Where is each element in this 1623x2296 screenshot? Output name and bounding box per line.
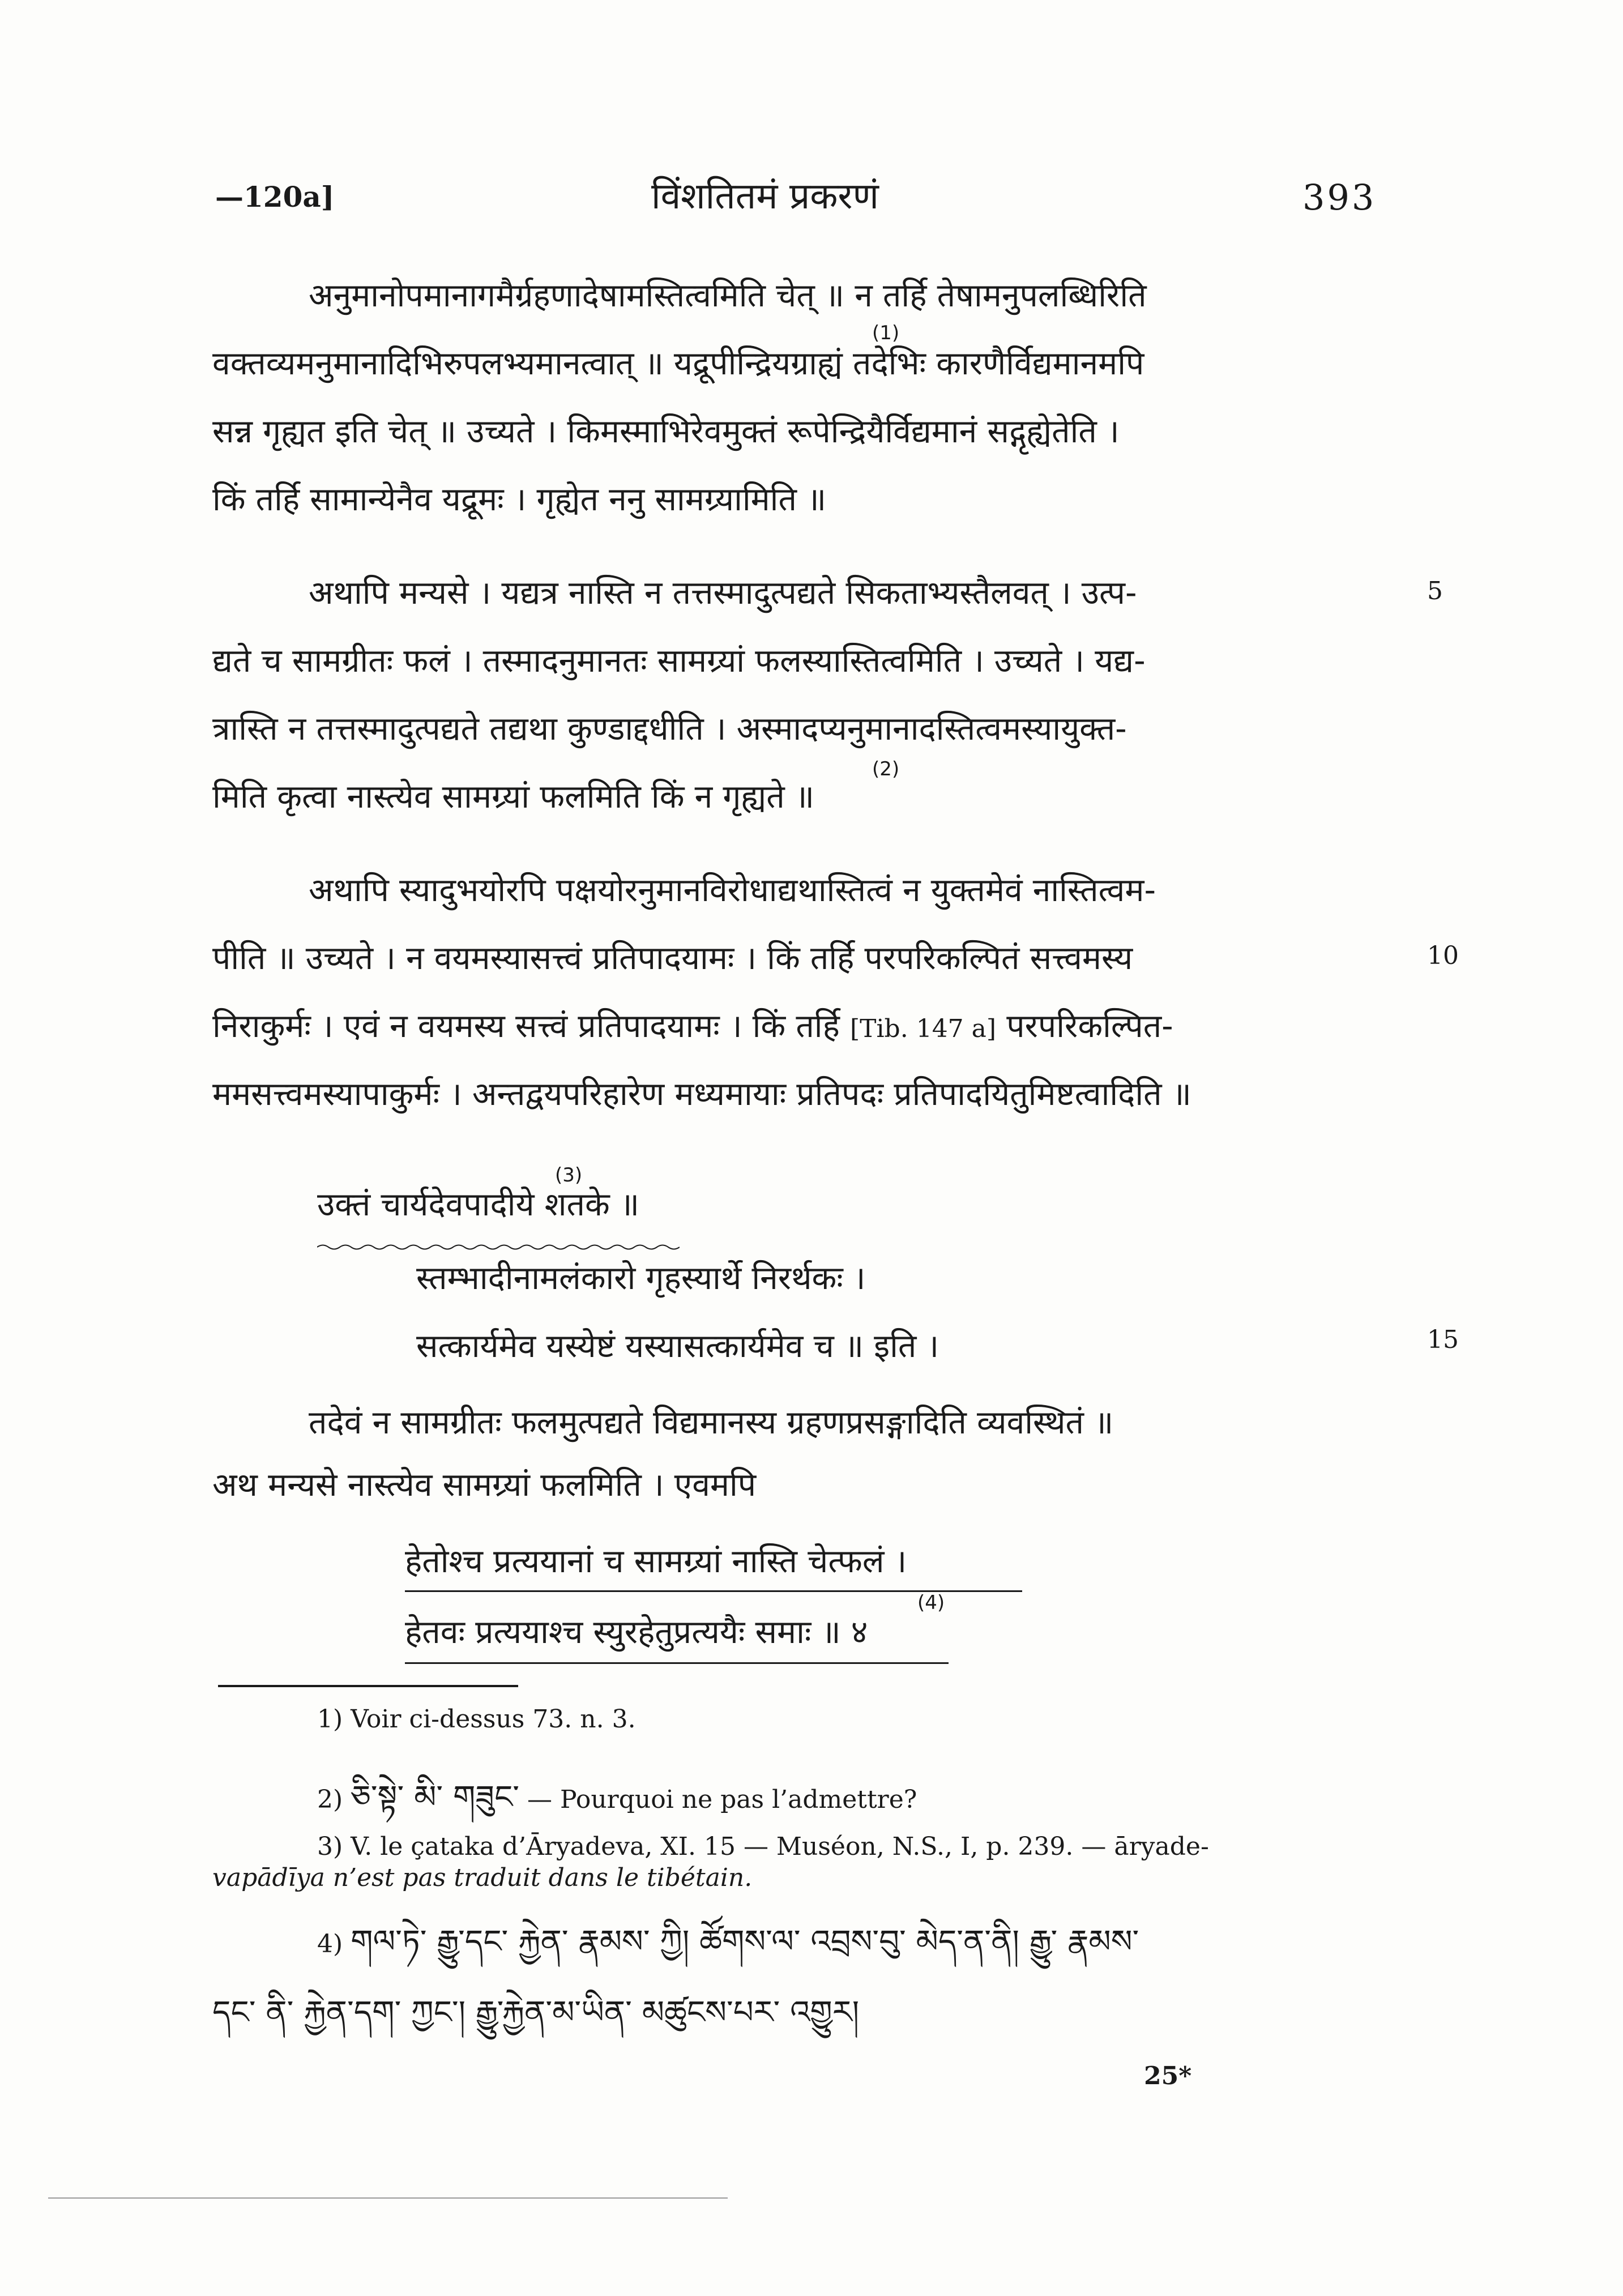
footnote-1: 1) Voir ci-dessus 73. n. 3. [317, 1705, 636, 1734]
text-line-7: त्रास्ति न तत्तस्मादुत्पद्यते तद्यथा कुण्डाद्दधीति । अस्मादप्यनुमानादस्तित्वमस्यायुक्त- [212, 710, 1127, 748]
text-line-13: उक्तं चार्यदेवपादीये शतके ॥ [317, 1186, 640, 1223]
text-line-4: किं तर्हि सामान्येनैव यद्रूमः । गृह्येत ननु सामग्र्यामिति ॥ [212, 481, 827, 518]
text-line-3: सन्न गृह्यत इति चेत् ॥ उच्यते । किमस्माभिरेवमुक्तं रूपेन्द्रियैर्विद्यमानं सद्गृह्येतेति । [212, 413, 1120, 450]
footnote-3-line-1: 3) V. le çataka d’Āryadeva, XI. 15 — Muséon, N.S., I, p. 239. — āryade- [317, 1832, 1209, 1861]
page-range-header: —120a] [215, 180, 335, 214]
footnote-marker-1: (1) [872, 322, 900, 344]
tibetan-page-ref: [Tib. 147 a] [849, 1014, 997, 1043]
text-line-2-content: वक्तव्यमनुमानादिभिरुपलभ्यमानत्वात् ॥ यद्रूपीन्द्रियग्राह्यं तदेभिः कारणैर्विद्यमानमपि [212, 345, 1144, 382]
text-line-5: अथापि मन्यसे । यद्यत्र नास्ति न तत्तस्मादुत्पद्यते सिकताभ्यस्तैलवत् । उत्प- [309, 574, 1137, 612]
verse-line-1: स्तम्भादीनामलंकारो गृहस्यार्थे निरर्थकः । [416, 1260, 866, 1297]
text-line-10: पीति ॥ उच्यते । न वयमस्यासत्त्वं प्रतिपादयामः । किं तर्हि परपरिकल्पितं सत्त्वमस्य [212, 940, 1133, 977]
karika-line-1: हेतोश्च प्रत्ययानां च सामग्र्यां नास्ति चेत्फलं । [405, 1543, 907, 1580]
footnote-2-tibetan: ཅི་སྟེ་ མི་ གཟུང་ [351, 1779, 520, 1816]
text-line-1: अनुमानोपमानागमैर्ग्रहणादेषामस्तित्वमिति चेत् ॥ न तर्हि तेषामनुपलब्धिरिति [309, 277, 1147, 314]
footnote-4-tibetan-1: གལ་ཏེ་ རྒྱུ་དང་ རྐྱེན་ རྣམས་ ཀྱི། ཚོགས་ལ་ འབྲས་བུ་ མེད་ན་ནི། རྒྱུ་ རྣམས་ [351, 1923, 1139, 1960]
footnote-4-number: 4) [317, 1930, 343, 1958]
text-line-11 [212, 1002, 1173, 1047]
text-line-9: अथापि स्यादुभयोरपि पक्षयोरनुमानविरोधाद्यथास्तित्वं न युक्तमेवं नास्तित्वम- [309, 872, 1156, 909]
chapter-title-header: विंशतितमं प्रकरणं [651, 176, 879, 217]
text-line-8: मिति कृत्वा नास्त्येव सामग्र्यां फलमिति किं न गृह्यते ॥ [212, 778, 815, 816]
footnote-separator [218, 1685, 518, 1687]
footnote-2-french: — Pourquoi ne pas l’admettre? [527, 1785, 917, 1814]
text-line-11-tail: परपरिकल्पित- [1006, 1008, 1173, 1045]
text-line-11-content: निराकुर्मः । एवं न वयमस्य सत्त्वं प्रतिपादयामः । किं तर्हि [212, 1008, 840, 1045]
text-line-12: ममसत्त्वमस्यापाकुर्मः । अन्तद्वयपरिहारेण मध्यमायाः प्रतिपदः प्रतिपादयितुमिष्टत्वादिति ॥ [212, 1076, 1191, 1113]
line-number-5: 5 [1427, 577, 1443, 605]
karika-line-2: हेतवः प्रत्ययाश्च स्युरहेतुप्रत्ययैः समाः ॥ ४ [405, 1614, 868, 1651]
line-number-10: 10 [1427, 941, 1459, 970]
text-line-6: द्यते च सामग्रीतः फलं । तस्मादनुमानतः सामग्र्यां फलस्यास्तित्वमिति । उच्यते । यद्य- [212, 642, 1146, 680]
text-line-2 [212, 340, 1144, 384]
wavy-underline [317, 1243, 680, 1251]
karika-underline-2 [405, 1662, 949, 1664]
verse-line-2: सत्कार्यमेव यस्येष्टं यस्यासत्कार्यमेव च ॥ इति । [416, 1328, 939, 1365]
page-bottom-edge [48, 2197, 728, 2199]
footnote-marker-3: (3) [555, 1164, 583, 1187]
footnote-4-line-2 [212, 1977, 859, 2066]
footnote-4-tibetan-2: དང་ ནི་ རྐྱེན་དག་ ཀྱང་། རྒྱུ་རྐྱེན་མ་ཡིན་ མཚུངས་པར་ འགྱུར། [212, 1994, 860, 2031]
footnote-3-line-2: vapādīya n’est pas traduit dans le tibétain. [212, 1863, 753, 1892]
signature-mark: 25* [1144, 2062, 1192, 2090]
footnote-2-number: 2) [317, 1785, 343, 1814]
line-number-15: 15 [1427, 1325, 1459, 1354]
text-line-17: अथ मन्यसे नास्त्येव सामग्र्यां फलमिति । एवमपि [212, 1466, 757, 1504]
page-number: 393 [1302, 177, 1377, 218]
footnote-marker-2: (2) [872, 758, 900, 780]
text-line-16: तदेवं न सामग्रीतः फलमुत्पद्यते विद्यमानस्य ग्रहणप्रसङ्गादिति व्यवस्थितं ॥ [309, 1404, 1114, 1441]
footnote-marker-4: (4) [917, 1591, 945, 1614]
